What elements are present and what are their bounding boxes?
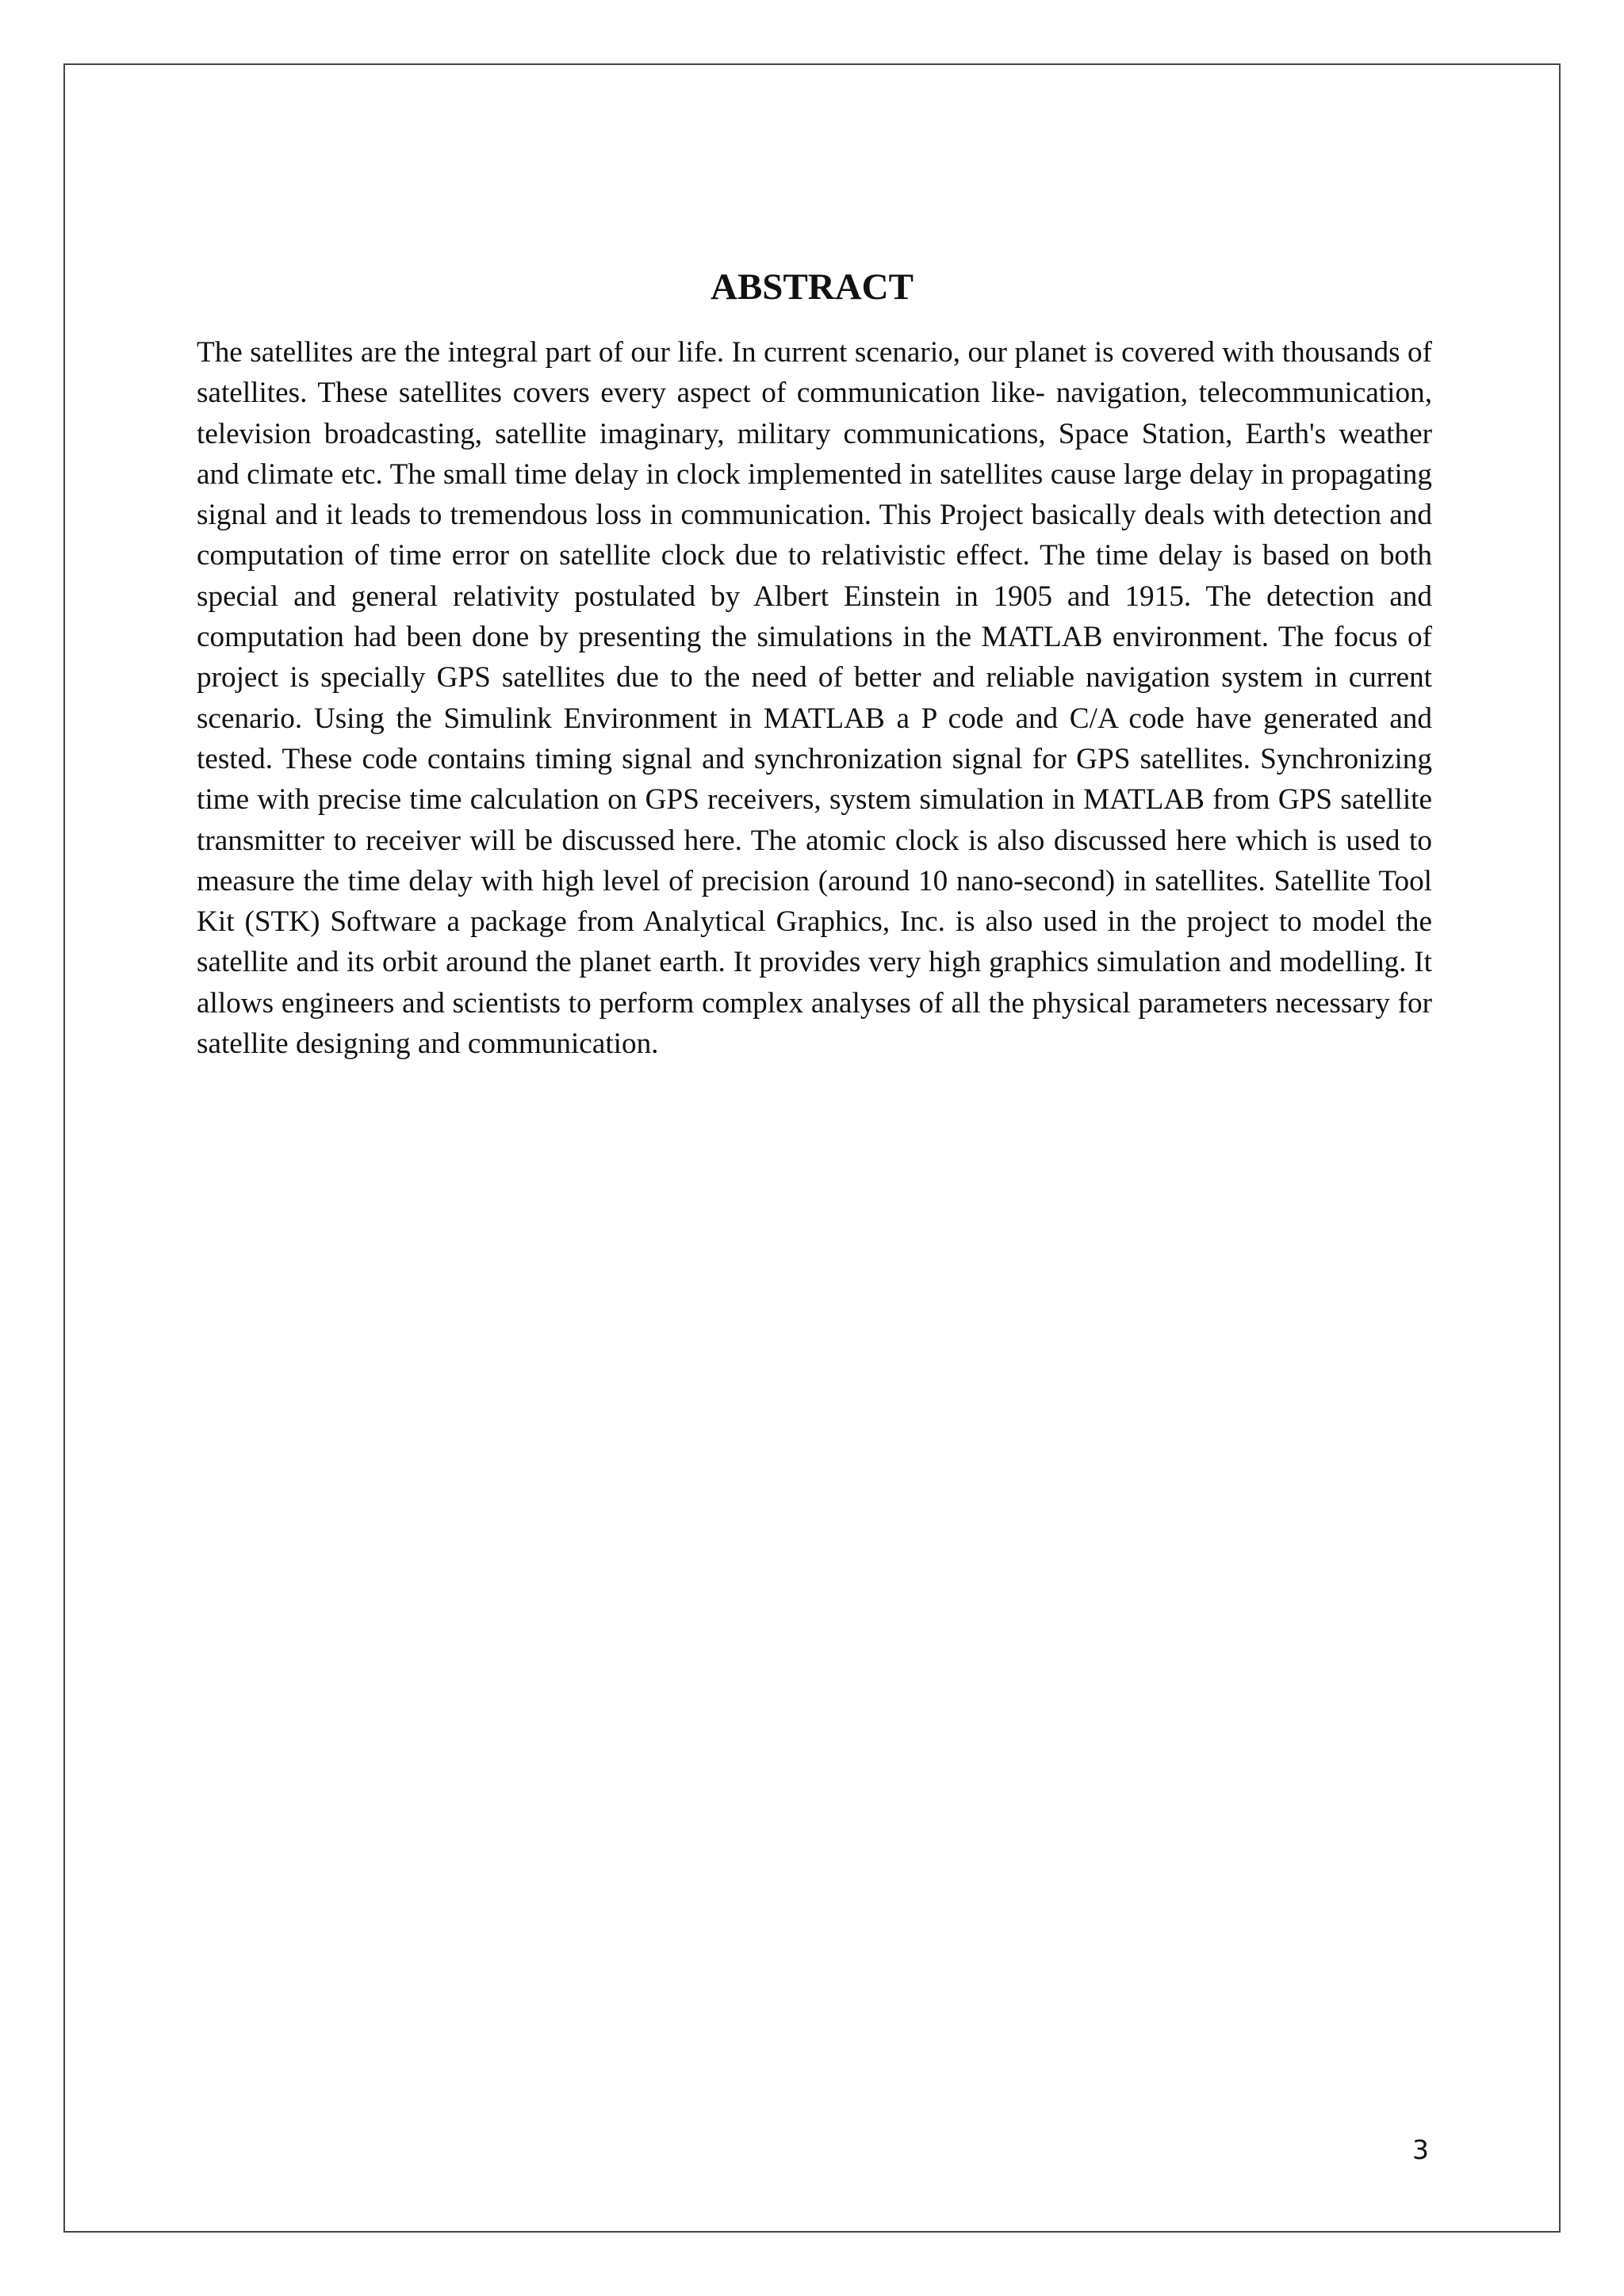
abstract-paragraph: The satellites are the integral part of our life. In current scenario, our planet is covered with thousands of satellites. These satellites covers every aspect of communication like- navigation, telecommunication, television broadcasting, satellite imaginary, military communications, Space Station, Earth's weather and climate etc. The small time delay in clock implemented in satellites cause large delay in propagating signal and it leads to tremendous loss in communication. This Project basically deals with detection and computation of time error on satellite clock due to relativistic effect. The time delay is based on both special and general relativity postulated by Albert Einstein in 1905 and 1915. The detection and computation had been done by presenting the simulations in the MATLAB environment. The focus of project is specially GPS satellites due to the need of better and reliable navigation system in current scenario. Using the Simulink Environment in MATLAB a P code and C/A code have generated and tested. These code contains timing signal and synchronization signal for GPS satellites. Synchronizing time with precise time calculation on GPS receivers, system simulation in MATLAB from GPS satellite transmitter to receiver will be discussed here. The atomic clock is also discussed here which is used to measure the time delay with high level of precision (around 10 nano-second) in satellites. Satellite Tool Kit (STK) Software a package from Analytical Graphics, Inc. is also used in the project to model the satellite and its orbit around the planet earth. It provides very high graphics simulation and modelling. It allows engineers and scientists to perform complex analyses of all the physical parameters necessary for satellite designing and communication. (197, 336, 1432, 1061)
abstract-heading: ABSTRACT (710, 266, 914, 308)
page-number: 3 (1412, 2134, 1429, 2165)
